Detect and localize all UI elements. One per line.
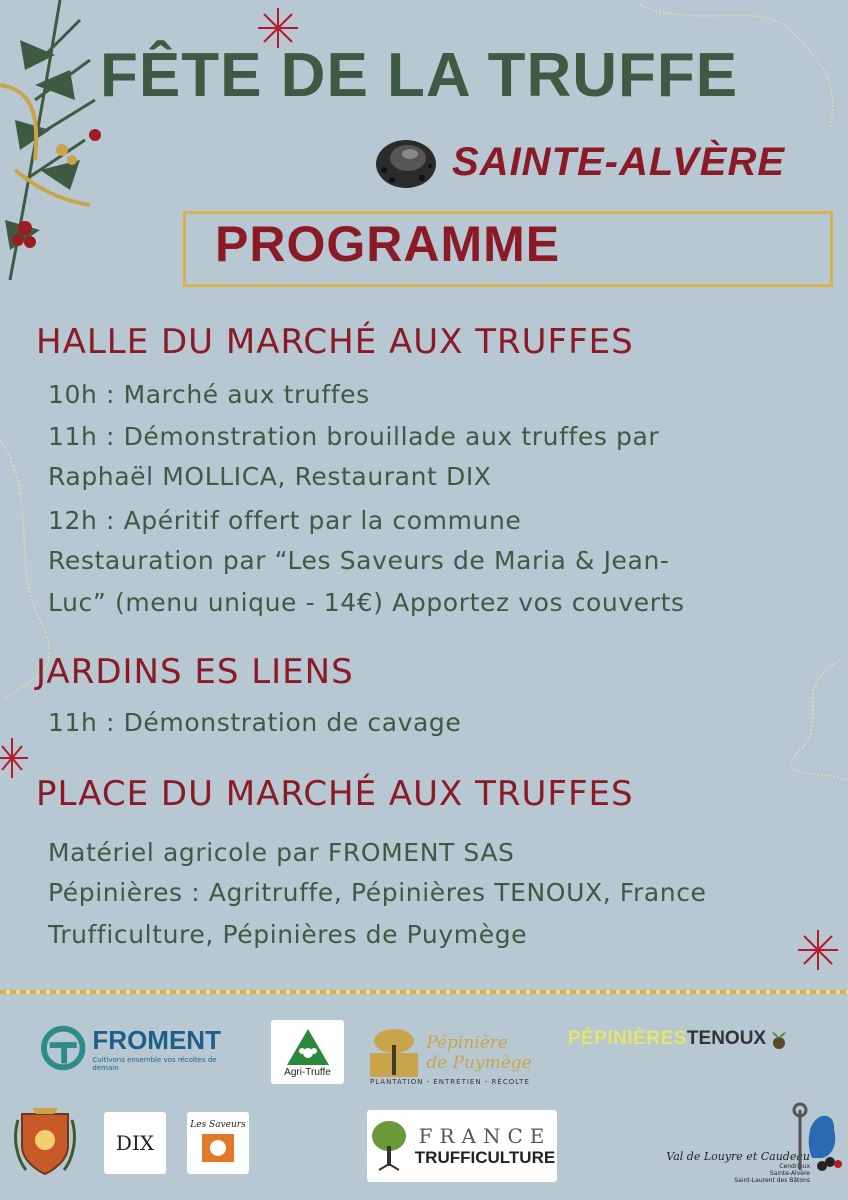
puymege-name-2: de Puymège — [426, 1053, 532, 1073]
tree-icon — [369, 1118, 409, 1174]
programme-line: Pépinières : Agritruffe, Pépinières TENOUX, France — [48, 878, 707, 907]
programme-line: 12h : Apéritif offert par la commune — [48, 506, 522, 535]
sprout-icon — [770, 1028, 788, 1050]
programme-line: Trufficulture, Pépinières de Puymège — [48, 920, 528, 949]
france-trufficulture-line-1: FRANCE — [418, 1124, 552, 1148]
programme-line: Restauration par “Les Saveurs de Maria & Jean- — [48, 546, 670, 575]
agritruffe-emblem-icon — [285, 1027, 331, 1067]
programme-line: 10h : Marché aux truffes — [48, 380, 370, 409]
programme-line: 11h : Démonstration brouillade aux truffes par — [48, 422, 660, 451]
froment-logo — [40, 1020, 240, 1076]
agritruffe-logo — [271, 1020, 344, 1084]
agritruffe-name: Agri-Truffe — [284, 1066, 331, 1078]
puymege-tagline: PLANTATION - ENTRETIEN - RÉCOLTE — [370, 1078, 530, 1086]
commune-cendrieux: Cendrieux — [779, 1163, 810, 1170]
section-heading-jardins: JARDINS ES LIENS — [36, 652, 354, 692]
commune-saint-laurent: Saint-Laurent des Bâtons — [734, 1177, 810, 1184]
page-subtitle: SAINTE-ALVÈRE — [452, 140, 786, 184]
froment-tagline: Cultivons ensemble vos récoltes de demain — [92, 1055, 217, 1072]
val-de-louyre-name: Val de Louyre et Caudeau — [666, 1150, 810, 1163]
dix-logo — [104, 1112, 166, 1174]
section-heading-halle: HALLE DU MARCHÉ AUX TRUFFES — [36, 322, 634, 362]
truffle-icon — [372, 134, 440, 190]
france-trufficulture-line-2: TRUFFICULTURE — [414, 1148, 556, 1167]
coat-of-arms-icon — [12, 1100, 78, 1180]
programme-line: Raphaël MOLLICA, Restaurant DIX — [48, 462, 492, 491]
tenoux-part-2: TENOUX — [686, 1028, 767, 1049]
section-heading-place: PLACE DU MARCHÉ AUX TRUFFES — [36, 774, 634, 814]
programme-line: Luc” (menu unique - 14€) Apportez vos couverts — [48, 588, 685, 617]
puymege-name-1: Pépinière — [426, 1033, 508, 1053]
dix-name: DIX — [115, 1131, 155, 1155]
saveurs-emblem-icon — [198, 1130, 238, 1166]
tree-icon — [366, 1025, 422, 1081]
star-icon — [0, 738, 30, 778]
gold-swirl-decoration — [780, 660, 848, 780]
star-icon — [798, 930, 838, 970]
commune-sainte-alvere: Sainte-Alvère — [769, 1170, 810, 1177]
programme-line: Matériel agricole par FROMENT SAS — [48, 838, 515, 867]
france-trufficulture-logo — [367, 1110, 557, 1182]
page-title: FÊTE DE LA TRUFFE — [100, 41, 739, 110]
lion-emblem-icon — [786, 1100, 842, 1180]
tenoux-part-1: PÉPINIÈRES — [567, 1028, 687, 1049]
gold-divider — [0, 990, 848, 994]
saveurs-logo — [187, 1112, 249, 1174]
froment-name: FROMENT — [92, 1024, 221, 1055]
froment-emblem-icon — [40, 1024, 86, 1072]
programme-heading: PROGRAMME — [215, 216, 561, 272]
programme-line: 11h : Démonstration de cavage — [48, 708, 462, 737]
tenoux-logo — [538, 1024, 818, 1054]
saveurs-name: Les Saveurs — [190, 1120, 246, 1130]
